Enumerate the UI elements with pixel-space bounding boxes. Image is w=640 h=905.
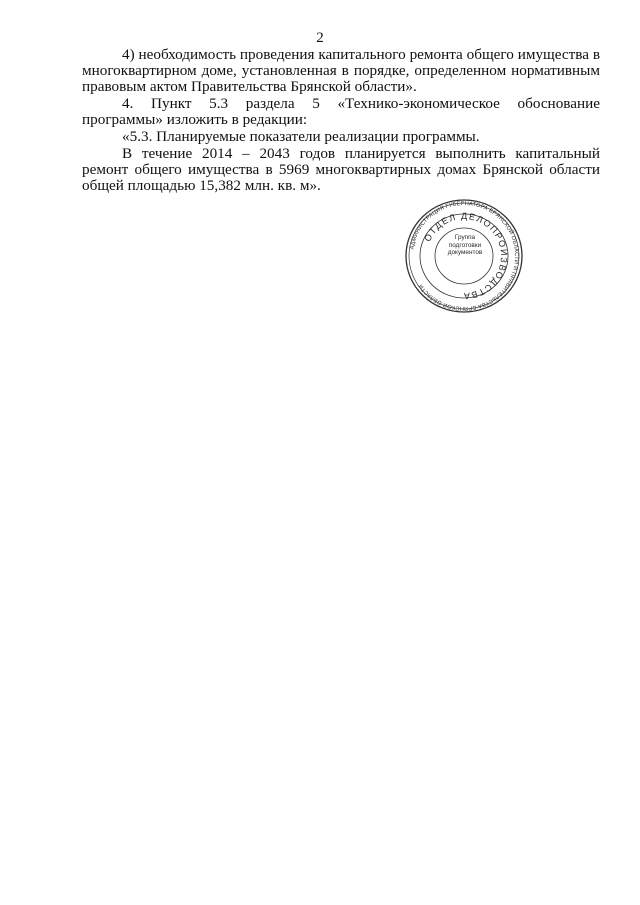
stamp-inner-text: ОТДЕЛ ДЕЛОПРОИЗВОДСТВА — [422, 210, 510, 302]
paragraph-plan: В течение 2014 – 2043 годов планируется выполнить капитальный ремонт общего имущества в 5969 многоквартирных домах Брянской области общей площадью 15,382 млн. кв. м». — [82, 145, 600, 194]
paragraph-point-4: 4. Пункт 5.3 раздела 5 «Технико-экономическое обоснование программы» изложить в редакции: — [82, 95, 600, 128]
official-stamp — [404, 198, 524, 314]
stamp-outer-text: АДМИНИСТРАЦИЯ ГУБЕРНАТОРА БРЯНСКОЙ ОБЛАСТИ И ПРАВИТЕЛЬСТВА БРЯНСКОЙ ОБЛАСТИ — [409, 200, 520, 312]
paragraph-section-heading: «5.3. Планируемые показатели реализации программы. — [122, 128, 480, 145]
stamp-center-text: Группа подготовки документов — [447, 234, 483, 256]
page-number: 2 — [316, 30, 324, 46]
paragraph-item-4: 4) необходимость проведения капитального ремонта общего имущества в многоквартирном доме, установленная в порядке, определенном нормативным правовым актом Правительства Брянской области». — [82, 46, 600, 95]
